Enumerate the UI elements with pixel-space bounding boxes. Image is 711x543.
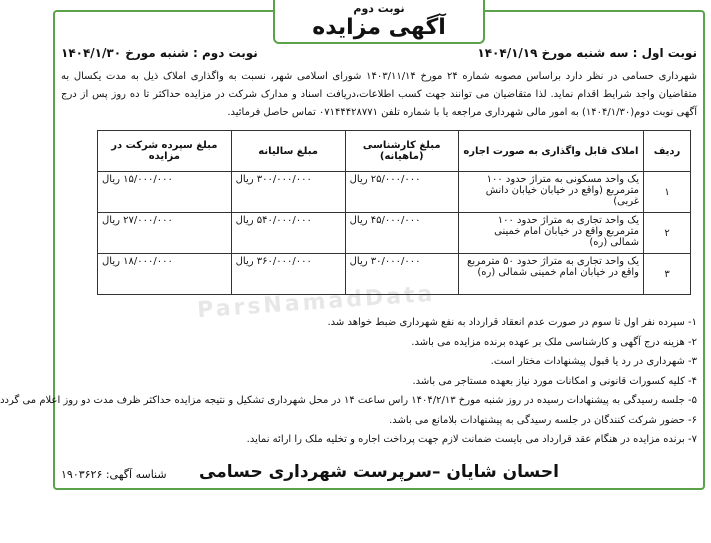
second-round-date: نوبت دوم : شنبه مورخ ۱۴۰۴/۱/۳۰ — [61, 46, 258, 60]
deposit-amount: ۲۷/۰۰۰/۰۰۰ ریال — [98, 213, 232, 254]
condition-item: ۴- کلیه کسورات قانونی و امکانات مورد نیاز بعهده مستاجر می باشد. — [412, 375, 697, 387]
property-description: یک واحد مسکونی به متراژ حدود ۱۰۰ مترمربع (واقع در خیابان خیابان دانش غربی) — [458, 172, 643, 213]
condition-item: ۵- جلسه رسیدگی به پیشنهادات رسیده در روز شنبه مورخ ۱۴۰۴/۲/۱۳ راس ساعت ۱۴ در محل شهرداری تشکیل و نتیجه مزایده حداکثر ظرف مدت دو روز اعلام می گردد — [0, 395, 697, 406]
intro-paragraph: شهرداری حسامی در نظر دارد براساس مصوبه شماره ۲۴ مورخ ۱۴۰۳/۱۱/۱۴ شورای اسلامی شهر، نسبت به واگذاری املاک ذیل به مدت یکسال به متقاضیان واجد شرایط اقدام نماید. لذا متقاضیان می توانند جهت کسب اطلاعات،دریافت اسناد و مدارک شرکت در مزایده حداکثر تا ده روز پس از درج آگهی نوبت دوم(۱۴۰۴/۱/۳۰) به امور مالی شهرداری مراجعه یا با شماره تلفن ۰۷۱۴۴۴۲۸۷۷۱ تماس حاصل فرمائید. — [61, 71, 698, 118]
expert-amount: ۳۰/۰۰۰/۰۰۰ ریال — [345, 254, 458, 295]
condition-item: ۱- سپرده نفر اول تا سوم در صورت عدم انعقاد قرارداد به نفع شهرداری ضبط خواهد شد. — [327, 317, 697, 328]
signature-line: احسان شایان –سرپرست شهرداری حسامی — [199, 462, 559, 482]
col-expert-amount: مبلغ کارشناسی (ماهیانه) — [345, 131, 458, 172]
row-number: ۲ — [644, 213, 691, 254]
annual-amount: ۵۴۰/۰۰۰/۰۰۰ ریال — [231, 213, 345, 254]
watermark-text: ParsNamadData — [196, 281, 437, 324]
ad-id: شناسه آگهی: ۱۹۰۳۶۲۶ — [61, 468, 167, 481]
condition-item: ۶- حضور شرکت کنندگان در جلسه رسیدگی به پیشنهادات بلامانع می باشد. — [389, 414, 697, 426]
first-round-date: نوبت اول : سه شنبه مورخ ۱۴۰۴/۱/۱۹ — [477, 46, 697, 60]
annual-amount: ۳۶۰/۰۰۰/۰۰۰ ریال — [231, 254, 345, 295]
condition-item: ۲- هزینه درج آگهی و کارشناسی ملک بر عهده برنده مزایده می باشد. — [411, 336, 697, 348]
deposit-amount: ۱۵/۰۰۰/۰۰۰ ریال — [98, 172, 232, 213]
publication-dates — [61, 46, 697, 64]
col-row: ردیف — [644, 131, 691, 172]
condition-item: ۷- برنده مزایده در هنگام عقد قرارداد می بایست ضمانت لازم جهت پرداخت اجاره و تخلیه ملک را ارائه نماید. — [246, 434, 697, 445]
annual-amount: ۳۰۰/۰۰۰/۰۰۰ ریال — [231, 172, 345, 213]
property-description: یک واحد تجاری به متراژ حدود ۱۰۰ مترمربع واقع در خیابان امام خمینی شمالی (ره) — [458, 213, 643, 254]
row-number: ۳ — [644, 254, 691, 295]
table-header-row — [98, 131, 691, 172]
col-deposit-amount: مبلغ سپرده شرکت در مزایده — [98, 131, 232, 172]
deposit-amount: ۱۸/۰۰۰/۰۰۰ ریال — [98, 254, 232, 295]
condition-item: ۳- شهرداری در رد یا قبول پیشنهادات مختار است. — [490, 356, 697, 367]
table-row — [98, 254, 691, 295]
ad-title: آگهی مزایده — [312, 15, 446, 40]
expert-amount: ۲۵/۰۰۰/۰۰۰ ریال — [345, 172, 458, 213]
table-row — [98, 213, 691, 254]
row-number: ۱ — [644, 172, 691, 213]
col-annual-amount: مبلغ سالیانه — [231, 131, 345, 172]
round-label: نوبت دوم — [353, 2, 405, 15]
conditions-list — [0, 313, 697, 450]
property-description: یک واحد تجاری به متراژ حدود ۵۰ مترمربع واقع در خیابان امام خمینی شمالی (ره) — [458, 254, 643, 295]
ad-header — [273, 0, 485, 44]
col-property: املاک قابل واگذاری به صورت اجاره — [458, 131, 643, 172]
expert-amount: ۴۵/۰۰۰/۰۰۰ ریال — [345, 213, 458, 254]
table-row — [98, 172, 691, 213]
auction-items-table — [97, 130, 691, 295]
